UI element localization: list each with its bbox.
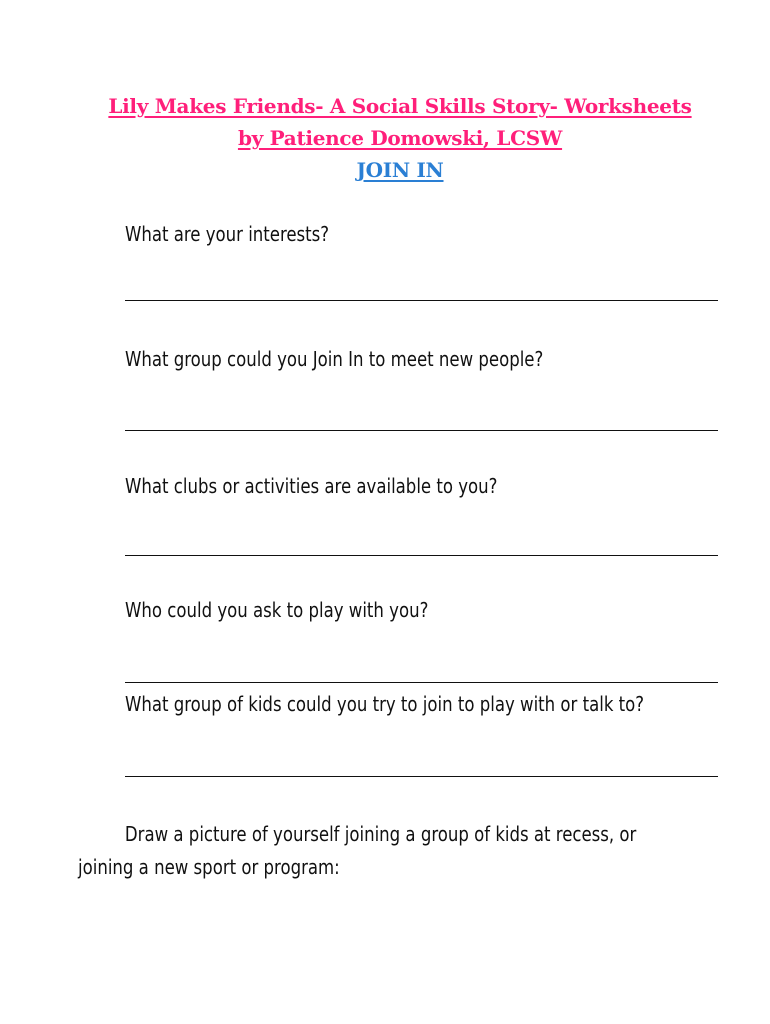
section-title: JOIN IN: [356, 158, 444, 182]
answer-line-clubs[interactable]: [125, 555, 718, 556]
question-ask-to-play: Who could you ask to play with you?: [125, 598, 429, 622]
worksheet-author: by Patience Domowski, LCSW: [237, 126, 563, 150]
question-interests: What are your interests?: [125, 222, 330, 246]
question-group-of-kids: What group of kids could you try to join to play with or talk to?: [125, 692, 645, 716]
answer-line-join-group[interactable]: [125, 430, 718, 431]
question-join-group: What group could you Join In to meet new people?: [125, 347, 544, 371]
answer-line-interests[interactable]: [125, 300, 718, 301]
answer-line-group-of-kids[interactable]: [125, 776, 718, 777]
answer-line-ask-to-play[interactable]: [125, 682, 718, 683]
question-clubs: What clubs or activities are available to you?: [125, 474, 498, 498]
drawing-prompt-line1: Draw a picture of yourself joining a group of kids at recess, or: [124, 822, 637, 846]
drawing-prompt: [78, 818, 667, 884]
drawing-prompt-line2: joining a new sport or program:: [78, 855, 340, 879]
worksheet-header: [0, 90, 770, 186]
worksheet-title: Lily Makes Friends- A Social Skills Story- Worksheets: [108, 94, 692, 118]
